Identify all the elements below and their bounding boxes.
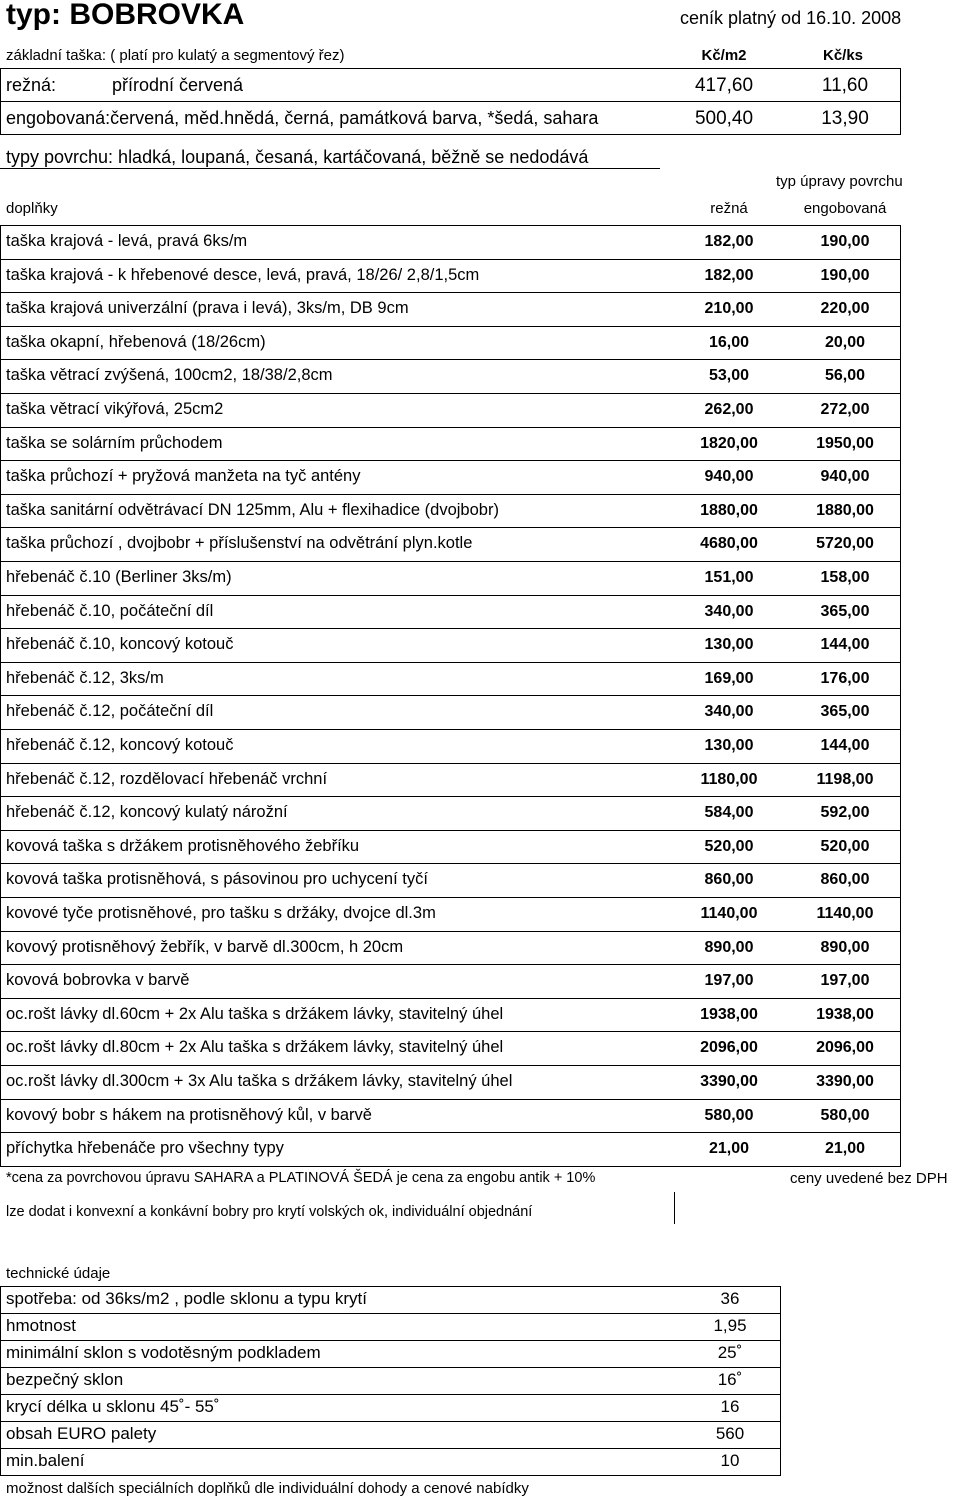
item-price-engobovana: 1198,00	[816, 770, 874, 788]
base-price-ks: 13,90	[821, 108, 869, 129]
surface-treatment-label: typ úpravy povrchu	[776, 173, 903, 190]
item-price-engobovana: 220,00	[820, 300, 870, 318]
table-border	[780, 1286, 781, 1475]
table-row	[0, 259, 900, 293]
item-price-engobovana: 890,00	[820, 938, 870, 956]
table-row	[0, 1132, 900, 1166]
table-row	[0, 729, 900, 763]
item-price-engobovana: 580,00	[820, 1106, 870, 1124]
item-price-engobovana: 197,00	[820, 972, 870, 990]
table-row	[0, 359, 900, 393]
tech-name: min.balení	[6, 1451, 85, 1470]
item-price-rezna: 3390,00	[700, 1073, 758, 1090]
item-price-engobovana: 2096,00	[816, 1039, 874, 1057]
table-row	[0, 1394, 780, 1421]
item-price-rezna: 340,00	[704, 703, 754, 721]
tech-name: minimální sklon s vodotěsným podkladem	[6, 1343, 321, 1362]
tech-name: spotřeba: od 36ks/m2 , podle sklonu a typu krytí	[6, 1289, 367, 1308]
item-name: taška sanitární odvětrávací DN 125mm, Alu + flexihadice (dvojbobr)	[6, 500, 499, 519]
valid-from-date: ceník platný od 16.10. 2008	[680, 8, 902, 28]
table-row	[0, 494, 900, 528]
accessories-col-rezna-header: režná	[710, 200, 748, 217]
base-col-per-m2-header: Kč/m2	[701, 47, 747, 64]
table-border	[0, 225, 1, 1166]
table-row	[0, 796, 900, 830]
vat-note: ceny uvedené bez DPH	[790, 1170, 948, 1187]
item-price-rezna: 53,00	[708, 367, 750, 385]
item-price-rezna: 16,00	[708, 333, 750, 351]
item-price-engobovana: 940,00	[820, 468, 870, 486]
tech-value: 25˚	[717, 1343, 743, 1362]
table-row	[0, 527, 900, 561]
table-row	[0, 1286, 780, 1313]
table-border	[0, 1475, 781, 1476]
item-name: oc.rošt lávky dl.60cm + 2x Alu taška s držákem lávky, stavitelný úhel	[6, 1004, 504, 1023]
item-name: taška krajová - levá, pravá 6ks/m	[6, 232, 248, 250]
item-price-engobovana: 592,00	[820, 804, 870, 822]
item-name: příchytka hřebenáče pro všechny typy	[6, 1139, 284, 1158]
item-price-rezna: 1140,00	[700, 905, 758, 922]
tech-value: 36	[720, 1289, 740, 1308]
table-row	[0, 1421, 780, 1448]
base-type: engobovaná:červená, měd.hnědá, černá, památková barva, *šedá, sahara	[6, 108, 599, 128]
item-name: hřebenáč č.10 (Berliner 3ks/m)	[6, 568, 232, 586]
item-name: taška okapní, hřebenová (18/26cm)	[6, 332, 266, 351]
table-row	[0, 460, 900, 494]
item-price-engobovana: 1140,00	[816, 905, 874, 922]
tech-name: hmotnost	[6, 1316, 76, 1335]
table-border	[0, 101, 901, 102]
tech-value: 16˚	[717, 1370, 743, 1389]
table-row	[0, 427, 900, 461]
table-border	[900, 68, 901, 134]
item-name: hřebenáč č.12, rozdělovací hřebenáč vrchní	[6, 769, 328, 788]
item-price-engobovana: 272,00	[820, 401, 870, 418]
item-price-engobovana: 190,00	[820, 266, 870, 284]
table-row	[0, 1065, 900, 1099]
table-border	[0, 1166, 901, 1167]
technical-footer-note: možnost dalších speciálních doplňků dle individuální dohody a cenové nabídky	[6, 1480, 529, 1497]
table-row	[0, 1099, 900, 1133]
item-name: hřebenáč č.12, koncový kulatý nárožní	[6, 803, 288, 822]
page-title: typ: BOBROVKA	[6, 0, 245, 31]
item-price-rezna: 520,00	[704, 837, 754, 855]
item-price-rezna: 197,00	[704, 972, 754, 990]
table-row	[0, 1031, 900, 1065]
item-name: hřebenáč č.12, počáteční díl	[6, 702, 214, 721]
item-name: taška průchozí + pryžová manžeta na tyč antény	[6, 467, 361, 486]
tech-value: 560	[715, 1424, 745, 1443]
item-price-engobovana: 20,00	[824, 333, 866, 351]
item-name: kovová bobrovka v barvě	[6, 971, 190, 990]
item-price-engobovana: 56,00	[824, 367, 866, 385]
tech-value: 10	[720, 1451, 740, 1470]
item-price-engobovana: 144,00	[820, 737, 870, 754]
table-row	[0, 897, 900, 931]
table-row	[0, 931, 900, 965]
table-border	[0, 1286, 1, 1475]
item-price-rezna: 182,00	[704, 233, 754, 250]
table-row	[0, 695, 900, 729]
item-price-engobovana: 3390,00	[816, 1073, 874, 1090]
sahara-note: *cena za povrchovou úpravu SAHARA a PLATINOVÁ ŠEDÁ je cena za engobu antik + 10%	[6, 1170, 596, 1186]
base-row-engobovana	[0, 103, 900, 134]
table-row	[0, 863, 900, 897]
table-row	[0, 1367, 780, 1394]
item-price-rezna: 169,00	[704, 669, 754, 687]
item-name: taška větrací zvýšená, 100cm2, 18/38/2,8cm	[6, 366, 333, 385]
item-name: oc.rošt lávky dl.80cm + 2x Alu taška s držákem lávky, stavitelný úhel	[6, 1038, 504, 1057]
table-row	[0, 830, 900, 864]
item-price-engobovana: 158,00	[820, 569, 870, 586]
item-price-engobovana: 1950,00	[816, 434, 874, 452]
item-price-rezna: 130,00	[704, 636, 754, 654]
table-row	[0, 225, 900, 259]
item-price-rezna: 151,00	[704, 569, 754, 586]
base-desc: přírodní červená	[112, 75, 244, 95]
item-price-rezna: 1938,00	[700, 1005, 758, 1023]
item-price-engobovana: 1880,00	[816, 501, 874, 519]
table-row	[0, 628, 900, 662]
tech-name: bezpečný sklon	[6, 1370, 124, 1389]
item-name: hřebenáč č.10, počáteční díl	[6, 601, 214, 620]
item-price-rezna: 130,00	[704, 737, 754, 754]
base-price-m2: 417,60	[694, 75, 754, 96]
item-name: oc.rošt lávky dl.300cm + 3x Alu taška s držákem lávky, stavitelný úhel	[6, 1072, 513, 1090]
table-row	[0, 998, 900, 1032]
item-name: taška se solárním průchodem	[6, 433, 223, 452]
base-tile-label: základní taška: ( platí pro kulatý a segmentový řez)	[6, 47, 345, 64]
item-price-engobovana: 5720,00	[816, 535, 874, 553]
table-border	[0, 134, 901, 135]
item-price-rezna: 860,00	[704, 871, 754, 889]
item-price-engobovana: 176,00	[820, 669, 870, 687]
item-price-engobovana: 21,00	[824, 1140, 866, 1158]
item-price-rezna: 940,00	[704, 468, 754, 486]
item-price-rezna: 1180,00	[700, 770, 758, 788]
item-name: hřebenáč č.12, 3ks/m	[6, 668, 164, 687]
base-col-per-ks-header: Kč/ks	[822, 47, 864, 64]
item-name: kovová taška protisněhová, s pásovinou pro uchycení tyčí	[6, 870, 428, 889]
item-name: kovový bobr s hákem na protisněhový kůl, v barvě	[6, 1105, 372, 1124]
item-name: kovová taška s držákem protisněhového žebříku	[6, 836, 360, 855]
item-price-rezna: 1820,00	[700, 434, 758, 452]
item-name: taška krajová univerzální (prava i levá), 3ks/m, DB 9cm	[6, 299, 409, 318]
table-row	[0, 326, 900, 360]
technical-label: technické údaje	[6, 1265, 111, 1282]
tech-value: 1,95	[713, 1316, 747, 1335]
item-price-rezna: 580,00	[704, 1106, 754, 1124]
table-border	[674, 1192, 675, 1224]
base-row-rezna	[0, 70, 900, 101]
table-row	[0, 393, 900, 427]
item-name: kovové tyče protisněhové, pro tašku s držáky, dvojce dl.3m	[6, 904, 436, 922]
item-price-engobovana: 860,00	[820, 871, 870, 889]
table-border	[0, 68, 901, 69]
table-row	[0, 964, 900, 998]
item-price-rezna: 210,00	[704, 300, 754, 318]
surface-types-text: typy povrchu: hladká, loupaná, česaná, kartáčovaná, běžně se nedodává	[6, 147, 589, 167]
item-price-rezna: 340,00	[704, 602, 754, 620]
table-border	[0, 168, 660, 169]
item-price-engobovana: 190,00	[820, 233, 870, 250]
item-name: kovový protisněhový žebřík, v barvě dl.300cm, h 20cm	[6, 937, 404, 956]
item-price-engobovana: 365,00	[820, 602, 870, 620]
item-price-rezna: 262,00	[704, 401, 754, 418]
item-name: taška průchozí , dvojbobr + příslušenství na odvětrání plyn.kotle	[6, 534, 473, 553]
item-price-rezna: 21,00	[708, 1140, 750, 1158]
item-price-engobovana: 520,00	[820, 837, 870, 855]
tech-name: krycí délka u sklonu 45˚- 55˚	[6, 1397, 220, 1416]
table-row	[0, 1313, 780, 1340]
table-row	[0, 595, 900, 629]
item-name: taška větrací vikýřová, 25cm2	[6, 400, 224, 418]
table-row	[0, 662, 900, 696]
table-border	[900, 225, 901, 1166]
accessories-label: doplňky	[6, 200, 58, 217]
tech-name: obsah EURO palety	[6, 1424, 157, 1443]
item-price-rezna: 1880,00	[700, 501, 758, 519]
item-price-engobovana: 144,00	[820, 636, 870, 654]
table-row	[0, 1340, 780, 1367]
item-price-rezna: 182,00	[704, 266, 754, 284]
item-name: hřebenáč č.12, koncový kotouč	[6, 736, 234, 754]
base-type: režná:	[6, 75, 57, 95]
item-name: taška krajová - k hřebenové desce, levá, pravá, 18/26/ 2,8/1,5cm	[6, 265, 480, 284]
table-row	[0, 292, 900, 326]
table-row	[0, 763, 900, 797]
item-price-engobovana: 1938,00	[816, 1005, 874, 1023]
table-row	[0, 561, 900, 595]
item-price-rezna: 890,00	[704, 938, 754, 956]
item-name: hřebenáč č.10, koncový kotouč	[6, 635, 234, 654]
tech-value: 16	[720, 1397, 740, 1416]
base-price-ks: 11,60	[821, 75, 869, 96]
item-price-engobovana: 365,00	[820, 703, 870, 721]
base-price-m2: 500,40	[694, 108, 754, 129]
accessories-col-engobovana-header: engobovaná	[803, 200, 887, 217]
convex-note: lze dodat i konvexní a konkávní bobry pro krytí volských ok, individuální objednání	[6, 1204, 533, 1220]
item-price-rezna: 2096,00	[700, 1039, 758, 1057]
item-price-rezna: 4680,00	[700, 535, 758, 553]
table-row	[0, 1448, 780, 1475]
item-price-rezna: 584,00	[704, 804, 754, 822]
